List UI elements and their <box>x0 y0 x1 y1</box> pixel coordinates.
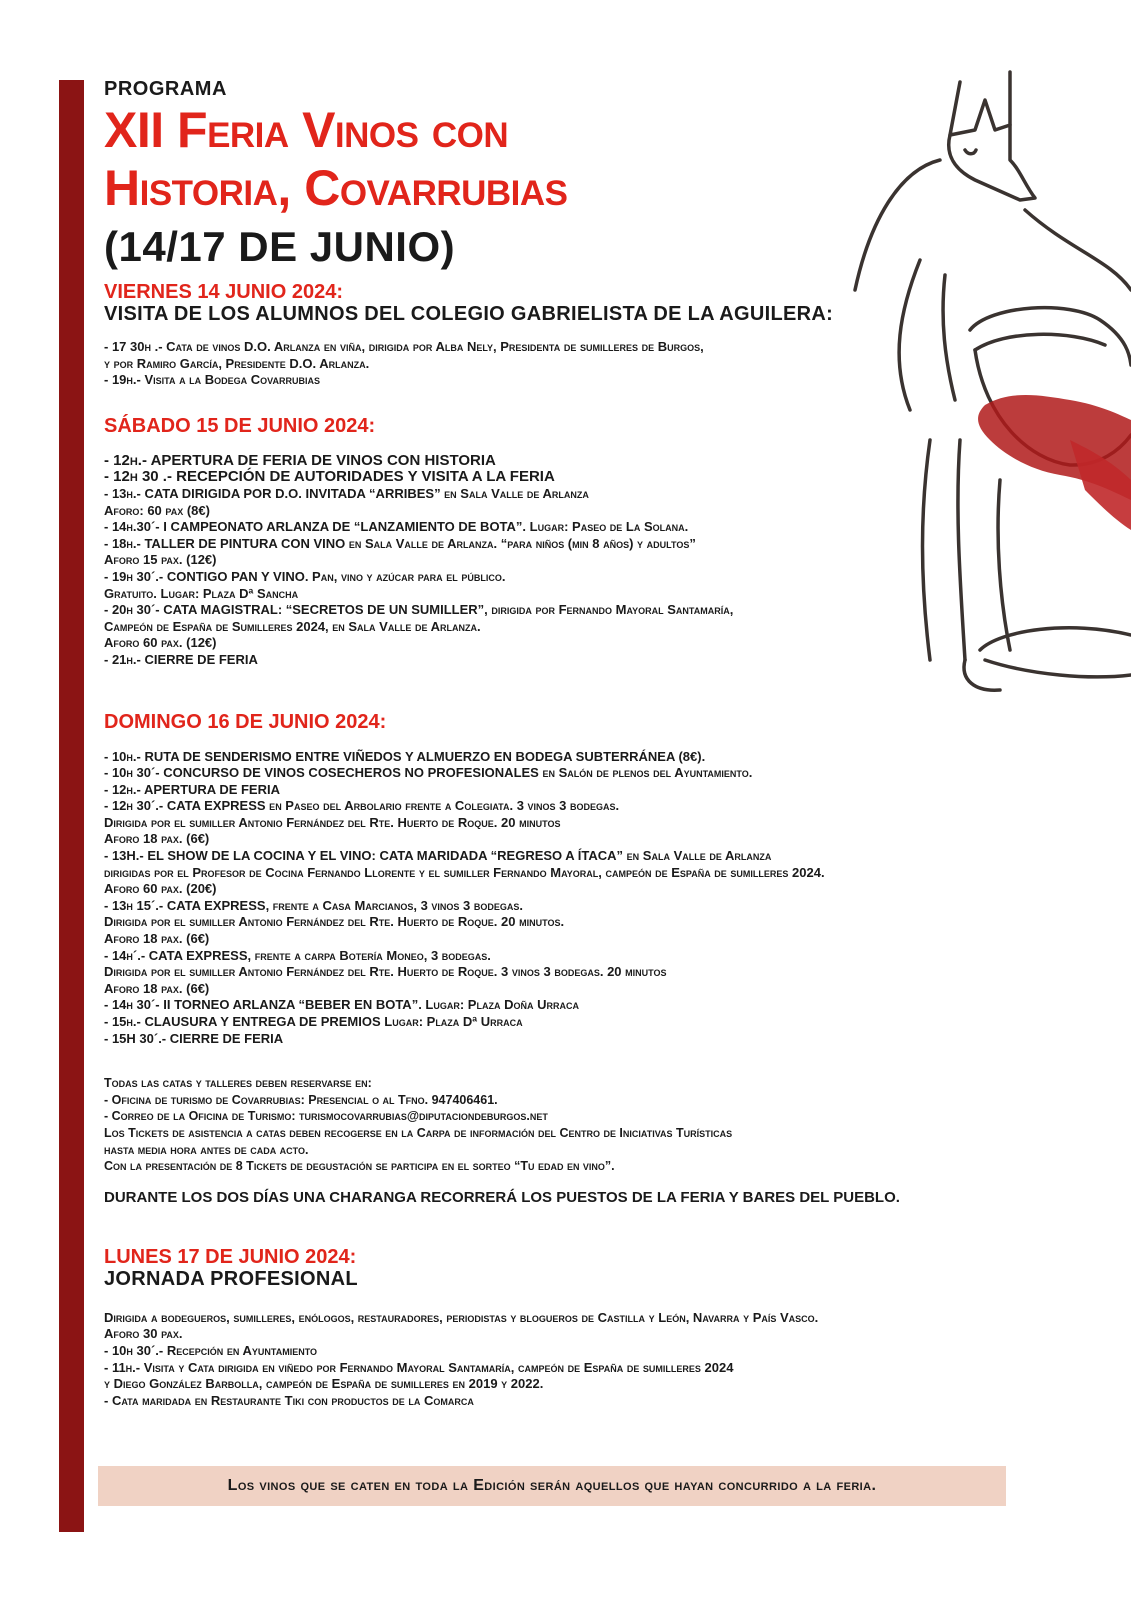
list-item: - 20h 30´- CATA MAGISTRAL: “SECRETOS DE UN SUMILLER”, dirigida por Fernando Mayoral Santamaría, <box>104 602 734 618</box>
left-accent-bar <box>59 80 84 1532</box>
list-item: Aforo: 60 pax (8€) <box>104 502 210 518</box>
list-item: Dirigida por el sumiller Antonio Fernández del Rte. Huerto de Roque. 20 minutos. <box>104 914 565 930</box>
list-item: Los Tickets de asistencia a catas deben recogerse en la Carpa de información del Centro de Iniciativas Turísticas <box>104 1125 733 1140</box>
list-item: - 18h.- TALLER DE PINTURA CON VINO en Sala Valle de Arlanza. “para niños (min 8 años) y adultos” <box>104 535 696 551</box>
list-item: - Correo de la Oficina de Turismo: turismocovarrubias@diputaciondeburgos.net <box>104 1109 548 1124</box>
list-item: dirigidas por el Profesor de Cocina Fernando Llorente y el sumiller Fernando Mayoral, campeón de España de sumilleres 2024. <box>104 864 825 880</box>
main-title-line-1: XII Feria Vinos con <box>104 102 509 158</box>
friday-subheading: VISITA DE LOS ALUMNOS DEL COLEGIO GABRIELISTA DE LA AGUILERA: <box>104 303 834 325</box>
list-item: - 21h.- CIERRE DE FERIA <box>104 651 258 667</box>
program-content <box>104 78 1104 1409</box>
main-title-line-2: Historia, Covarrubias <box>104 160 568 216</box>
list-item: - 17 30h .- Cata de vinos D.O. Arlanza en viña, dirigida por Alba Nely, Presidenta de sumilleres de Burgos, <box>104 339 704 354</box>
list-item: Todas las catas y talleres deben reservarse en: <box>104 1076 372 1091</box>
monday-subheading: JORNADA PROFESIONAL <box>104 1267 358 1290</box>
list-item: - 15h.- CLAUSURA Y ENTREGA DE PREMIOS Lugar: Plaza Dª Urraca <box>104 1014 523 1029</box>
list-item: y por Ramiro García, Presidente D.O. Arlanza. <box>104 355 370 371</box>
list-item: - 14h.30´- I CAMPEONATO ARLANZA DE “LANZAMIENTO DE BOTA”. Lugar: Paseo de La Solana. <box>104 519 689 535</box>
list-item: - 14h 30´- II TORNEO ARLANZA “BEBER EN BOTA”. Lugar: Plaza Doña Urraca <box>104 997 579 1013</box>
list-item: - 13h 15´.- CATA EXPRESS, frente a Casa Marcianos, 3 vinos 3 bodegas. <box>104 897 523 913</box>
programa-label: PROGRAMA <box>104 78 227 100</box>
list-item: - 12h.- APERTURA DE FERIA <box>104 781 280 797</box>
list-item: - 19h 30´.- CONTIGO PAN Y VINO. Pan, vino y azúcar para el público. <box>104 568 506 584</box>
footer-notice: Los vinos que se caten en toda la Edición serán aquellos que hayan concurrido a la feria. <box>227 1477 877 1494</box>
sunday-list <box>104 749 1104 1048</box>
list-item: Aforo 60 pax. (12€) <box>104 635 217 651</box>
list-item: Dirigida por el sumiller Antonio Fernández del Rte. Huerto de Roque. 3 vinos 3 bodegas. 20 minutos <box>104 964 667 980</box>
list-item: Campeón de España de Sumilleres 2024, en Sala Valle de Arlanza. <box>104 618 481 634</box>
list-item: hasta media hora antes de cada acto. <box>104 1142 309 1157</box>
friday-section <box>104 281 1104 389</box>
list-item: Aforo 18 pax. (6€) <box>104 831 210 847</box>
list-item: - 10h.- RUTA DE SENDERISMO ENTRE VIÑEDOS Y ALMUERZO EN BODEGA SUBTERRÁNEA (8€). <box>104 748 706 764</box>
list-item: - 10h 30´- CONCURSO DE VINOS COSECHEROS NO PROFESIONALES en Salón de plenos del Ayuntamiento. <box>104 765 753 781</box>
list-item: - 19h.- Visita a la Bodega Covarrubias <box>104 372 321 388</box>
list-item: - 13h.- CATA DIRIGIDA POR D.O. INVITADA “ARRIBES” en Sala Valle de Arlanza <box>104 485 589 501</box>
list-item: - 14h´.- CATA EXPRESS, frente a carpa Botería Moneo, 3 bodegas. <box>104 947 491 963</box>
list-item: - Oficina de turismo de Covarrubias: Presencial o al Tfno. 947406461. <box>104 1092 498 1107</box>
saturday-list <box>104 453 1104 669</box>
sunday-section <box>104 711 1104 1048</box>
event-dates: (14/17 DE JUNIO) <box>104 223 456 270</box>
list-item: Dirigida a bodegueros, sumilleres, enólogos, restauradores, periodistas y blogueros de Castilla y León, Navarra y País Vasco. <box>104 1309 819 1325</box>
list-item: Dirigida por el sumiller Antonio Fernández del Rte. Huerto de Roque. 20 minutos <box>104 814 561 830</box>
list-item: - 10h 30´.- Recepción en Ayuntamiento <box>104 1342 318 1358</box>
list-item: Aforo 60 pax. (20€) <box>104 881 217 897</box>
saturday-section <box>104 415 1104 669</box>
list-item: Aforo 18 pax. (6€) <box>104 980 210 996</box>
list-item: - Cata maridada en Restaurante Tiki con productos de la Comarca <box>104 1392 474 1408</box>
reservation-info <box>104 1075 1104 1206</box>
list-item: - 11h.- Visita y Cata dirigida en viñedo por Fernando Mayoral Santamaría, campeón de España de sumilleres 2024 <box>104 1359 734 1375</box>
monday-list <box>104 1310 1104 1410</box>
list-item: Gratuito. Lugar: Plaza Dª Sancha <box>104 585 299 601</box>
list-item: - 15H 30´.- CIERRE DE FERIA <box>104 1030 284 1046</box>
friday-heading: VIERNES 14 JUNIO 2024: <box>104 281 343 303</box>
info-list <box>104 1075 1104 1175</box>
list-item: - 12h 30 .- RECEPCIÓN DE AUTORIDADES Y VISITA A LA FERIA <box>104 468 555 486</box>
sunday-heading: DOMINGO 16 DE JUNIO 2024: <box>104 710 387 733</box>
list-item: - 12h 30´.- CATA EXPRESS en Paseo del Arbolario frente a Colegiata. 3 vinos 3 bodegas. <box>104 798 620 814</box>
list-item: Con la presentación de 8 Tickets de degustación se participa en el sorteo “Tu edad en vino”. <box>104 1159 615 1174</box>
list-item: y Diego González Barbolla, campeón de España de sumilleres en 2019 y 2022. <box>104 1376 544 1392</box>
saturday-heading: SÁBADO 15 DE JUNIO 2024: <box>104 414 376 437</box>
friday-list <box>104 339 1104 389</box>
charanga-notice: DURANTE LOS DOS DÍAS UNA CHARANGA RECORRERÁ LOS PUESTOS DE LA FERIA Y BARES DEL PUEBLO. <box>104 1188 900 1206</box>
footer-notice-band <box>98 1466 1006 1506</box>
list-item: - 13H.- EL SHOW DE LA COCINA Y EL VINO: CATA MARIDADA “REGRESO A ÍTACA” en Sala Valle de Arlanza <box>104 848 772 864</box>
list-item: - 12h.- APERTURA DE FERIA DE VINOS CON HISTORIA <box>104 451 496 469</box>
monday-section <box>104 1246 1104 1410</box>
monday-heading: LUNES 17 DE JUNIO 2024: <box>104 1245 357 1268</box>
list-item: Aforo 18 pax. (6€) <box>104 931 210 947</box>
list-item: Aforo 30 pax. <box>104 1326 183 1342</box>
list-item: Aforo 15 pax. (12€) <box>104 552 217 568</box>
